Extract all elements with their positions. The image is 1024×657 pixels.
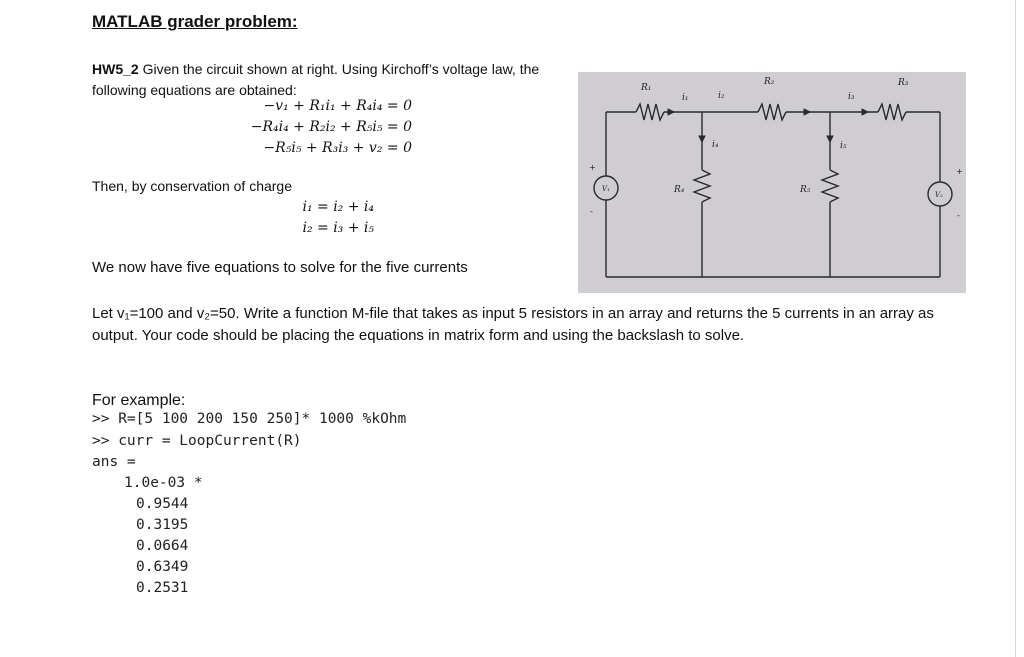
label-i1: i₁ (682, 93, 689, 103)
label-i5: i₅ (840, 141, 847, 151)
label-i4: i₄ (712, 140, 719, 150)
code-value-1: 0.9544 (136, 496, 189, 512)
kvl-equation-2: −R₄i₄ + R₂i₂ + R₅i₅ = 0 (250, 119, 412, 135)
charge-equation-1: i₁ = i₂ + i₄ (302, 199, 374, 215)
code-value-2: 0.3195 (136, 517, 189, 533)
code-value-3: 0.0664 (136, 538, 189, 554)
charge-equation-2: i₂ = i₃ + i₅ (302, 220, 374, 236)
code-line-ans: ans = (92, 454, 136, 470)
example-heading: For example: (92, 392, 186, 409)
label-v2: V₂ (935, 191, 943, 199)
label-r4: R₄ (674, 185, 685, 195)
label-plus-right: + (956, 167, 963, 176)
label-r5: R₅ (800, 185, 811, 195)
label-minus-right: - (957, 211, 960, 220)
charge-equations (282, 197, 374, 239)
circuit-diagram (578, 72, 966, 293)
kvl-equation-1: −v₁ + R₁i₁ + R₄i₄ = 0 (263, 98, 412, 114)
task-paragraph: Let v₁=100 and v₂=50. Write a function M-file that takes as input 5 resistors in an array and returns the 5 currents in an array as output. Your code should be placing the equations in matrix form and using the backslash to solve. (92, 305, 934, 344)
five-equations-text: We now have five equations to solve for the five currents (92, 259, 468, 276)
label-plus-left: + (589, 163, 596, 172)
code-line-2: >> curr = LoopCurrent(R) (92, 433, 302, 449)
kvl-equations (240, 96, 412, 159)
circuit-background (578, 72, 966, 293)
label-i3: i₃ (848, 92, 855, 102)
kvl-equation-3: −R₅i₅ + R₃i₃ + v₂ = 0 (263, 140, 412, 156)
code-line-1: >> R=[5 100 200 150 250]* 1000 %kOhm (92, 411, 407, 427)
problem-label: HW5_2 (92, 61, 139, 77)
then-text: Then, by conservation of charge (92, 178, 293, 194)
code-value-5: 0.2531 (136, 580, 189, 596)
label-r1: R₁ (641, 83, 652, 93)
code-scale: 1.0e-03 * (124, 475, 203, 491)
intro-text (92, 59, 562, 101)
page-title: MATLAB grader problem: (92, 12, 298, 31)
intro-body: Given the circuit shown at right. Using Kirchoff’s voltage law, the following equations are obtained: (92, 61, 540, 98)
label-minus-left: - (590, 207, 593, 216)
label-v1: V₁ (602, 185, 610, 193)
label-r3: R₃ (898, 78, 909, 88)
label-r2: R₂ (764, 77, 775, 87)
code-value-4: 0.6349 (136, 559, 189, 575)
label-i2: i₂ (718, 91, 725, 101)
